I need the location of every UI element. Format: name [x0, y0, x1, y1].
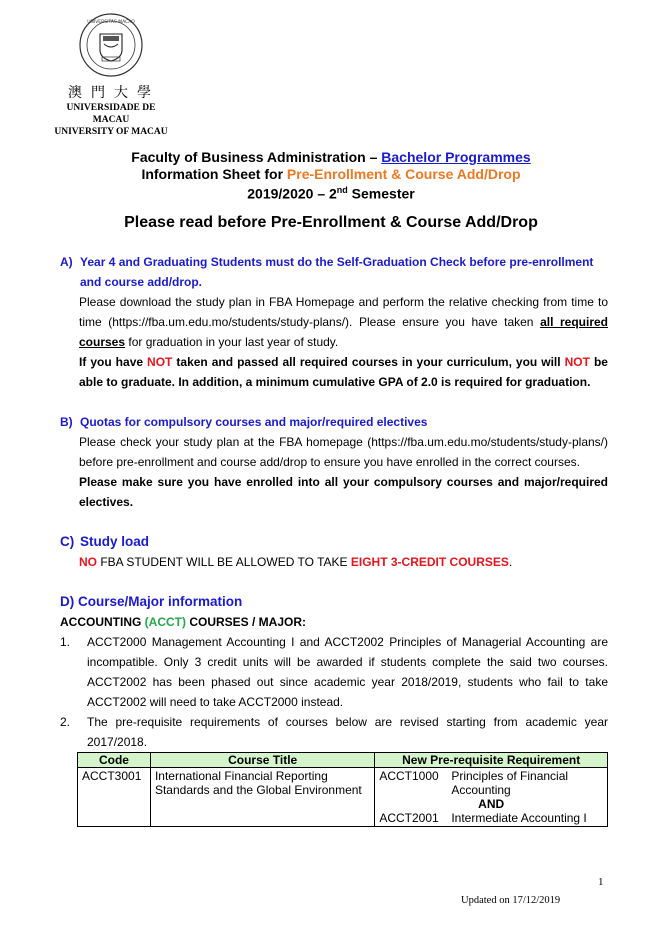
section-a-warning — [60, 352, 608, 392]
column-header-course-title: Course Title — [150, 753, 374, 768]
accounting-subheading — [60, 612, 608, 632]
all-required-courses-emphasis: all required courses — [79, 315, 609, 349]
prereq-code: ACCT1000 — [379, 769, 439, 783]
title-line-3 — [0, 182, 662, 202]
courses-major-label: COURSES / MAJOR: — [186, 615, 307, 629]
acct-code: (ACCT) — [144, 615, 186, 629]
list-item — [60, 712, 608, 752]
pre-enrollment-highlight: Pre-Enrollment & Course Add/Drop — [286, 165, 521, 182]
section-a-label: A) — [60, 255, 73, 269]
study-load-rule — [60, 552, 608, 572]
cell-code: ACCT3001 — [78, 768, 151, 827]
university-logo — [52, 12, 170, 138]
logo-english-name: UNIVERSITY OF MACAU — [54, 127, 168, 137]
column-header-code: Code — [78, 753, 151, 768]
prerequisite-table — [77, 752, 608, 827]
semester-label: Semester — [347, 185, 415, 202]
updated-date: Updated on 17/12/2019 — [461, 895, 561, 906]
section-d — [60, 592, 608, 752]
and-connector: AND — [478, 797, 505, 811]
no-emphasis: NO — [79, 555, 97, 569]
section-a-text-end: for graduation in your last year of study. — [125, 335, 339, 349]
section-b-label: B) — [60, 415, 73, 429]
cell-course-title: International Financial Reporting Standards and the Global Environment — [150, 768, 374, 827]
cell-prerequisite — [375, 768, 608, 827]
table-row — [78, 768, 608, 827]
section-b-title: Quotas for compulsory courses and major/required electives — [80, 415, 428, 429]
prereq-title: Principles of Financial Accounting — [451, 769, 569, 797]
list-number: 2. — [60, 715, 71, 729]
page-number: 1 — [598, 876, 604, 888]
document-title — [0, 149, 662, 202]
column-header-prerequisite: New Pre-requisite Requirement — [375, 753, 608, 768]
section-b-paragraph-2: Please make sure you have enrolled into all your compulsory courses and major/required electives. — [79, 475, 608, 509]
university-seal-icon — [78, 12, 144, 78]
section-b-heading — [60, 412, 608, 432]
section-a-text: Please download the study plan in FBA Homepage and perform the relative checking from time to time (https://fba.um.edu.mo/students/study-plans/). Please ensure you have taken — [79, 295, 608, 329]
ordinal-suffix: nd — [336, 185, 348, 195]
section-a — [60, 252, 608, 392]
section-d-heading: D) Course/Major information — [60, 594, 243, 609]
accounting-label: ACCOUNTING — [60, 615, 145, 629]
warning-text: taken and passed all required courses in your curriculum, you will — [172, 355, 565, 369]
title-line-1 — [0, 149, 662, 166]
svg-text:UNIVERSITAS MACAO: UNIVERSITAS MACAO — [87, 20, 135, 25]
list-text: ACCT2000 Management Accounting I and ACCT2002 Principles of Managerial Accounting are incompatible. Only 3 credit units will be awarded if students complete the said two courses. ACCT2002 has been phased out since academic year 2018/2019, students who fail to take ACCT2002 will need to take ACCT2000 instead. — [87, 635, 608, 709]
section-a-paragraph-1 — [60, 292, 608, 352]
period: . — [508, 555, 513, 569]
section-a-title: Year 4 and Graduating Students must do the Self-Graduation Check before pre-enrollment and course add/drop. — [80, 255, 594, 289]
prerequisite-2 — [379, 811, 603, 825]
section-b-paragraph-1: Please check your study plan at the FBA homepage (https://fba.um.edu.mo/students/study-plans/) before pre-enrollment and course add/drop to ensure you have enrolled in the correct courses. — [79, 435, 608, 469]
logo-chinese-name: 澳門大學 — [68, 85, 160, 101]
title-line-2 — [0, 166, 662, 183]
not-emphasis: NOT — [564, 355, 590, 369]
bachelor-programmes-link[interactable]: Bachelor Programmes — [381, 149, 531, 165]
info-sheet-label: Information Sheet for — [141, 165, 287, 182]
list-item — [60, 632, 608, 712]
prerequisite-1 — [379, 769, 603, 797]
list-text: The pre-requisite requirements of courses below are revised starting from academic year 2017/2018. — [87, 715, 608, 749]
academic-year: 2019/2020 – 2 — [247, 185, 337, 202]
not-emphasis: NOT — [147, 355, 173, 369]
section-c-heading — [60, 532, 608, 552]
section-c-label: C) — [60, 534, 75, 549]
faculty-name: Faculty of Business Administration – — [131, 149, 382, 165]
table-header-row — [78, 753, 608, 768]
prereq-title: Intermediate Accounting I — [451, 811, 587, 825]
study-load-text: FBA STUDENT WILL BE ALLOWED TO TAKE — [97, 555, 351, 569]
section-c — [60, 532, 608, 572]
section-b — [60, 412, 608, 512]
warning-text: If you have — [79, 355, 148, 369]
prereq-code: ACCT2001 — [379, 811, 439, 825]
list-number: 1. — [60, 635, 71, 649]
section-a-heading — [60, 252, 608, 292]
logo-portuguese-name: UNIVERSIDADE DE MACAU — [66, 103, 156, 125]
warning-text: be able to graduate. In addition, a minimum cumulative GPA of 2.0 is required for graduation. — [79, 355, 608, 389]
page-subtitle: Please read before Pre-Enrollment & Course Add/Drop — [124, 214, 538, 231]
eight-courses-emphasis: EIGHT 3-CREDIT COURSES — [350, 555, 509, 569]
section-c-title: Study load — [80, 534, 150, 549]
